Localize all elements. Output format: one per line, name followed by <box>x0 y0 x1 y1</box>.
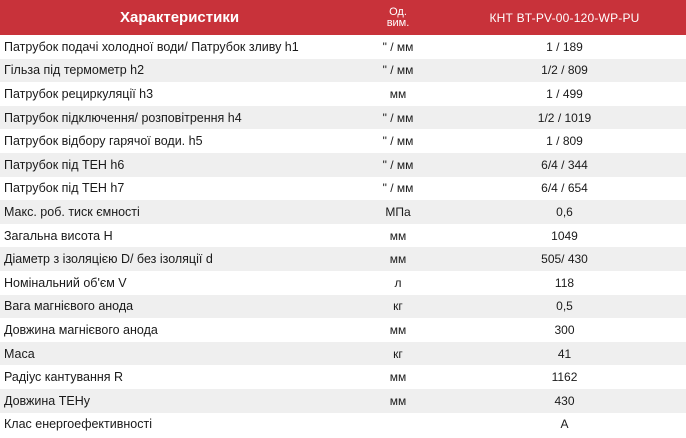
row-name: Макс. роб. тиск ємності <box>4 204 140 219</box>
row-unit: л <box>394 275 402 290</box>
table-row <box>0 224 686 248</box>
row-name: Патрубок під ТЕН h6 <box>4 157 125 172</box>
row-value: 300 <box>554 322 575 337</box>
table-row <box>0 106 686 130</box>
row-unit: мм <box>389 370 407 385</box>
row-value: 0,6 <box>556 204 573 219</box>
table-header <box>0 0 686 35</box>
row-value: 41 <box>557 346 572 361</box>
row-name: Гільза під термометр h2 <box>4 63 145 78</box>
row-unit: мм <box>389 228 407 243</box>
row-value: 1 / 189 <box>546 39 583 54</box>
row-unit: " / мм <box>382 134 414 149</box>
row-value: 1049 <box>551 228 578 243</box>
row-unit: " / мм <box>382 39 414 54</box>
row-value: A <box>560 417 569 432</box>
row-unit: мм <box>389 252 407 267</box>
row-value: 1162 <box>551 370 578 385</box>
row-value: 430 <box>554 393 575 408</box>
row-value: 505/ 430 <box>541 252 588 267</box>
row-value: 6/4 / 344 <box>541 157 588 172</box>
row-name: Клас енергоефективності <box>4 417 152 432</box>
row-unit: мм <box>389 86 407 101</box>
table-row <box>0 342 686 366</box>
row-name: Номінальний об'єм V <box>4 275 127 290</box>
header-row <box>0 0 686 35</box>
row-unit <box>353 413 443 437</box>
row-name: Патрубок під ТЕН h7 <box>4 181 125 196</box>
table-row <box>0 35 686 59</box>
table-row <box>0 129 686 153</box>
row-unit: кг <box>393 346 403 361</box>
table-row <box>0 389 686 413</box>
row-name: Патрубок подачі холодної води/ Патрубок зливу h1 <box>4 39 299 54</box>
table-row <box>0 82 686 106</box>
table-row <box>0 153 686 177</box>
table-row <box>0 318 686 342</box>
header-unit-line2: вим. <box>386 16 410 29</box>
row-name: Патрубок відбору гарячої води. h5 <box>4 134 203 149</box>
row-value: 1 / 809 <box>546 134 583 149</box>
row-unit: " / мм <box>382 63 414 78</box>
row-unit: " / мм <box>382 157 414 172</box>
row-unit: мм <box>389 322 407 337</box>
row-name: Радіус кантування R <box>4 370 124 385</box>
row-unit: " / мм <box>382 181 414 196</box>
table-row <box>0 413 686 437</box>
row-name: Патрубок рециркуляції h3 <box>4 86 154 101</box>
row-name: Довжина ТЕНу <box>4 393 90 408</box>
row-unit: мм <box>389 393 407 408</box>
row-value: 1/2 / 809 <box>541 63 588 78</box>
table-row <box>0 59 686 83</box>
row-name: Вага магнієвого анода <box>4 299 134 314</box>
row-unit: кг <box>393 299 403 314</box>
row-name: Патрубок підключення/ розповітрення h4 <box>4 110 242 125</box>
table-row <box>0 247 686 271</box>
row-name: Діаметр з ізоляцією D/ без ізоляції d <box>4 252 213 267</box>
row-value: 1/2 / 1019 <box>537 110 592 125</box>
header-model: КНТ BT-PV-00-120-WP-PU <box>489 10 640 25</box>
table-row <box>0 200 686 224</box>
table-row <box>0 177 686 201</box>
header-unit <box>353 0 443 35</box>
row-name: Маса <box>4 346 35 361</box>
row-unit: МПа <box>385 204 411 219</box>
header-unit-line1: Од. <box>389 5 407 18</box>
row-unit: " / мм <box>382 110 414 125</box>
table-row <box>0 365 686 389</box>
table-row <box>0 295 686 319</box>
table-body <box>0 35 686 436</box>
row-value: 118 <box>554 275 575 290</box>
row-value: 6/4 / 654 <box>541 181 588 196</box>
row-name: Загальна висота H <box>4 228 113 243</box>
table-row <box>0 271 686 295</box>
row-value: 1 / 499 <box>546 86 583 101</box>
header-characteristics: Характеристики <box>120 9 240 26</box>
row-name: Довжина магнієвого анода <box>4 322 158 337</box>
row-value: 0,5 <box>556 299 573 314</box>
